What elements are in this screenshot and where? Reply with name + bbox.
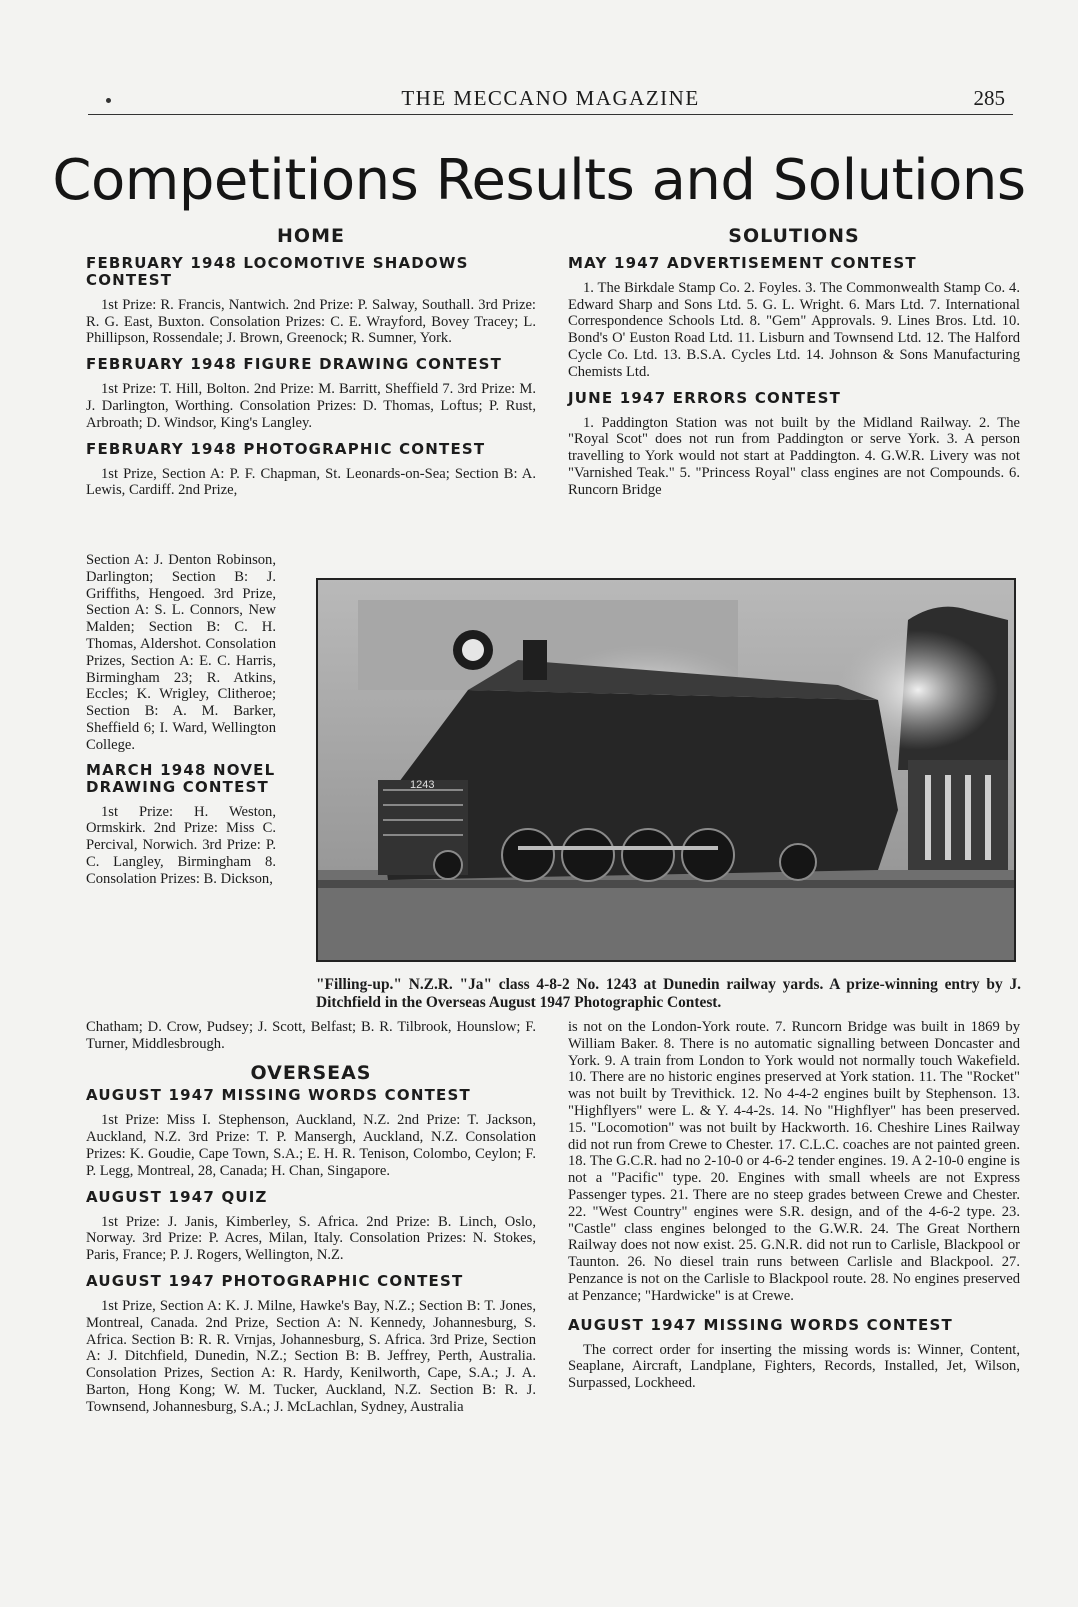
contest-title: JUNE 1947 ERRORS CONTEST xyxy=(568,388,842,407)
page-header xyxy=(88,84,1013,115)
solutions-section xyxy=(568,225,1020,499)
contest-results: 1st Prize: Miss I. Stephenson, Auckland, N.Z. 2nd Prize: T. Jackson, Auckland, N.Z. 3rd Prize: T. P. Mansergh, Auckland, N.Z. Consolation Prizes: K. Goudie, Cape Town, S.A.; E. H. R. Tenison, Colombo, Ceylon; F. P. Legg, Montreal, 28, Canada; H. Chan, Singapore. xyxy=(86,1112,536,1179)
home-narrow-column xyxy=(86,552,276,888)
contest-title: MARCH 1948 NOVEL DRAWING CONTEST xyxy=(86,760,276,796)
solutions-continued xyxy=(568,1019,1020,1392)
home-overseas-column xyxy=(86,1019,536,1416)
contest-title: FEBRUARY 1948 PHOTOGRAPHIC CONTEST xyxy=(86,439,486,458)
contest-title: AUGUST 1947 MISSING WORDS CONTEST xyxy=(568,1315,953,1334)
solution-text: is not on the London-York route. 7. Runcorn Bridge was built in 1869 by William Baker. 8. There is no automatic signalling between Doncaster and York. 9. A train from London to York would not normally touch Wakefield. 10. There are no historic engines preserved at York station. 11. The "Rocket" was not built by Trevithick. 12. No 4-4-2 engines built by Stephenson. 13. "Highflyers" were L. & Y. 4-4-2s. 14. No "Highflyer" has been preserved. 15. "Locomotion" was not built by Hackworth. 16. Cheshire Lines Railway did not run from Crewe to Chester. 17. C.L.C. coaches are not painted green. 18. The G.C.R. had no 2-10-0 or 4-6-2 tender engines. 19. A 2-10-0 engine is not a "Pacific" type. 20. Engines with small wheels are not Express Passenger types. 21. There are no steep grades between Crewe and Chester. 22. "West Country" engines were S.R. design, and of the 4-6-2 type. 23. "Castle" class engines belonged to the G.W.R. 24. The Great Northern Railway does not now exist. 25. G.N.R. did not run to Carlisle, Blackpool or Taunton. 26. No diesel train runs between Carlisle and Blackpool. 27. Penzance is not on the Carlisle to Blackpool route. 28. No engines preserved at Penzance; "Hardwicke" is at Crewe. xyxy=(568,1019,1020,1304)
contest-results: Section A: J. Denton Robinson, Darlington; Section B: J. Griffiths, Hengoed. 3rd Prize, Section A: S. L. Connors, New Malden; Section B: C. H. Thomas, Aldershot. Consolation Prizes, Section A: E. C. Harris, Birmingham 23; R. Atkins, Eccles; K. Wrigley, Clitheroe; Section B: A. M. Barker, Sheffield 6; I. Ward, Wellington College. xyxy=(86,552,276,753)
locomotive-illustration xyxy=(318,580,1014,960)
photo-caption: "Filling-up." N.Z.R. "Ja" class 4-8-2 No. 1243 at Dunedin railway yards. A prize-winning entry by J. Ditchfield in the Overseas August 1947 Photographic Contest. xyxy=(316,976,1021,1011)
home-heading: HOME xyxy=(277,225,345,247)
contest-title: MAY 1947 ADVERTISEMENT CONTEST xyxy=(568,253,917,272)
home-section xyxy=(86,225,536,499)
page-title: Competitions Results and Solutions xyxy=(52,148,1026,213)
overseas-heading: OVERSEAS xyxy=(250,1061,372,1084)
solution-text: The correct order for inserting the missing words is: Winner, Content, Seaplane, Aircraft, Landplane, Fighters, Records, Installed, Jet, Wilson, Surpassed, Lockheed. xyxy=(568,1341,1020,1392)
contest-results: 1st Prize: H. Weston, Ormskirk. 2nd Prize: Miss C. Percival, Norwich. 3rd Prize: P. C. Langley, Birmingham 8. Consolation Prizes: B. Dickson, xyxy=(86,803,276,887)
contest-title: AUGUST 1947 MISSING WORDS CONTEST xyxy=(86,1086,471,1105)
locomotive-number: 1243 xyxy=(410,779,435,791)
locomotive-photo xyxy=(316,578,1016,962)
contest-results: 1st Prize, Section A: P. F. Chapman, St. Leonards-on-Sea; Section B: A. Lewis, Cardiff. 2nd Prize, xyxy=(86,465,536,499)
contest-results: 1st Prize: T. Hill, Bolton. 2nd Prize: M. Barritt, Sheffield 7. 3rd Prize: M. J. Darlington, Worthing. Consolation Prizes: D. Thomas, Loftus; P. Rust, Arbroath; D. Windsor, King's Langley. xyxy=(86,381,536,431)
contest-results: 1st Prize, Section A: K. J. Milne, Hawke's Bay, N.Z.; Section B: T. Jones, Montreal, Canada. 2nd Prize, Section A: N. Kennedy, Johannesburg, S. Africa. Section B: R. R. Vrnjas, Johannesburg, S. Africa. 3rd Prize, Section A: J. Ditchfield, Dunedin, N.Z.; Section B: B. Jeffrey, Perth, Australia. Consolation Prizes, Section A: R. Hardy, Kenilworth, Cape, S.A.; J. A. Barton, Hong Kong; W. M. Tucker, Auckland, N.Z. Section B: R. J. Townsend, Johannesburg, S.A.; J. McLachlan, Sydney, Australia xyxy=(86,1297,536,1415)
solutions-heading: SOLUTIONS xyxy=(728,225,860,247)
contest-title: AUGUST 1947 QUIZ xyxy=(86,1187,268,1206)
magazine-title: THE MECCANO MAGAZINE xyxy=(401,86,700,110)
contest-results: Chatham; D. Crow, Pudsey; J. Scott, Belfast; B. R. Tilbrook, Hounslow; F. Turner, Middlesbrough. xyxy=(86,1019,536,1052)
contest-title: AUGUST 1947 PHOTOGRAPHIC CONTEST xyxy=(86,1271,464,1290)
contest-title: FEBRUARY 1948 LOCOMOTIVE SHADOWS CONTEST xyxy=(86,253,469,289)
contest-results: 1st Prize: J. Janis, Kimberley, S. Africa. 2nd Prize: B. Linch, Oslo, Norway. 3rd Prize: P. Acres, Milan, Italy. Consolation Prizes: N. Stokes, Paris, France; P. J. Rogers, Wellington, N.Z. xyxy=(86,1213,536,1264)
page-number: 285 xyxy=(973,86,1005,110)
solution-text: 1. The Birkdale Stamp Co. 2. Foyles. 3. The Commonwealth Stamp Co. 4. Edward Sharp and Sons Ltd. 5. G. L. Wright. 6. Mars Ltd. 7. International Correspondence Schools Ltd. 8. "Gem" Approvals. 9. Lines Bros. Ltd. 10. Bond's O' Euston Road Ltd. 11. Lisburn and Townsend Ltd. 12. The Halford Cycle Co. Ltd. 13. B.S.A. Cycles Ltd. 14. Johnson & Sons Manufacturing Chemists Ltd. xyxy=(568,279,1020,380)
solution-text: 1. Paddington Station was not built by the Midland Railway. 2. The "Royal Scot" does not run from Paddington or serve York. 3. A person travelling to York would not start at Paddington. 4. G.W.R. Livery was not "Varnished Teak." 5. "Princess Royal" class engines are not Compounds. 6. Runcorn Bridge xyxy=(568,414,1020,498)
contest-title: FEBRUARY 1948 FIGURE DRAWING CONTEST xyxy=(86,355,503,374)
contest-results: 1st Prize: R. Francis, Nantwich. 2nd Prize: P. Salway, Southall. 3rd Prize: R. G. East, Buxton. Consolation Prizes: C. E. Wrayford, Bovey Tracey; L. Phillipson, Rossendale; J. Brown, Greenock; R. Sumner, York. xyxy=(86,296,536,347)
